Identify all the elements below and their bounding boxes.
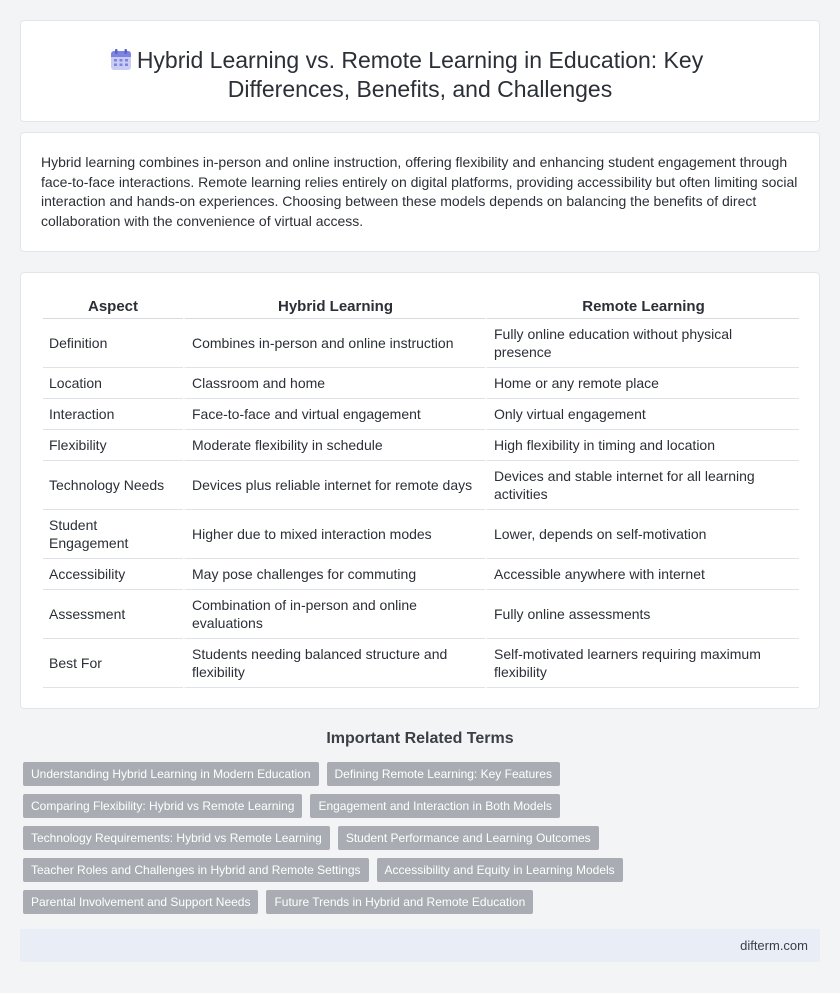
table-cell: Classroom and home <box>183 368 485 399</box>
header-remote: Remote Learning <box>485 297 799 319</box>
table-row <box>43 639 799 688</box>
table-cell: Technology Needs <box>43 461 183 510</box>
tag-row <box>23 858 823 882</box>
intro-card <box>20 132 820 252</box>
table-cell: Lower, depends on self-motivation <box>485 510 799 559</box>
footer-site-link[interactable]: difterm.com <box>740 938 808 953</box>
related-term-tag[interactable]: Engagement and Interaction in Both Models <box>310 794 559 818</box>
table-cell: Fully online education without physical presence <box>485 319 799 368</box>
comparison-table <box>43 297 799 688</box>
related-term-tag[interactable]: Technology Requirements: Hybrid vs Remote Learning <box>23 826 330 850</box>
table-row <box>43 319 799 368</box>
table-row <box>43 461 799 510</box>
related-terms-title: Important Related Terms <box>326 730 514 747</box>
table-row <box>43 399 799 430</box>
table-row <box>43 559 799 590</box>
table-cell: Only virtual engagement <box>485 399 799 430</box>
table-cell: High flexibility in timing and location <box>485 430 799 461</box>
related-term-tag[interactable]: Parental Involvement and Support Needs <box>23 890 258 914</box>
table-cell: Location <box>43 368 183 399</box>
related-term-tag[interactable]: Student Performance and Learning Outcomes <box>338 826 599 850</box>
table-row <box>43 430 799 461</box>
table-row <box>43 510 799 559</box>
table-cell: Assessment <box>43 590 183 639</box>
header-card <box>20 20 820 122</box>
table-cell: Combines in-person and online instruction <box>183 319 485 368</box>
tag-row <box>23 890 823 914</box>
table-cell: May pose challenges for commuting <box>183 559 485 590</box>
related-term-tag[interactable]: Defining Remote Learning: Key Features <box>327 762 560 786</box>
table-cell: Best For <box>43 639 183 688</box>
table-cell: Accessible anywhere with internet <box>485 559 799 590</box>
related-term-tag[interactable]: Teacher Roles and Challenges in Hybrid and Remote Settings <box>23 858 369 882</box>
table-cell: Higher due to mixed interaction modes <box>183 510 485 559</box>
related-term-tag[interactable]: Accessibility and Equity in Learning Models <box>377 858 623 882</box>
footer <box>20 929 820 962</box>
table-cell: Definition <box>43 319 183 368</box>
table-cell: Devices plus reliable internet for remote days <box>183 461 485 510</box>
table-cell: Home or any remote place <box>485 368 799 399</box>
table-cell: Face-to-face and virtual engagement <box>183 399 485 430</box>
tag-row <box>23 762 823 786</box>
table-cell: Interaction <box>43 399 183 430</box>
table-cell: Self-motivated learners requiring maximum flexibility <box>485 639 799 688</box>
header-hybrid: Hybrid Learning <box>183 297 485 319</box>
related-terms-list <box>23 762 823 922</box>
related-term-tag[interactable]: Comparing Flexibility: Hybrid vs Remote Learning <box>23 794 302 818</box>
header-aspect: Aspect <box>43 297 183 319</box>
tag-row <box>23 794 823 818</box>
table-cell: Accessibility <box>43 559 183 590</box>
related-term-tag[interactable]: Understanding Hybrid Learning in Modern Education <box>23 762 319 786</box>
table-cell: Students needing balanced structure and flexibility <box>183 639 485 688</box>
table-row <box>43 368 799 399</box>
page-title: Hybrid Learning vs. Remote Learning in Education: Key Differences, Benefits, and Challenges <box>136 47 704 102</box>
comparison-table-card <box>20 272 820 709</box>
tag-row <box>23 826 823 850</box>
table-cell: Combination of in-person and online evaluations <box>183 590 485 639</box>
intro-paragraph: Hybrid learning combines in-person and online instruction, offering flexibility and enhancing student engagement through face-to-face interactions. Remote learning relies entirely on digital platforms, providing accessibility but often limiting social interaction and hands-on experiences. Choosing between these models depends on balancing the benefits of direct collaboration with the convenience of virtual access. <box>41 154 798 229</box>
table-cell: Moderate flexibility in schedule <box>183 430 485 461</box>
table-cell: Student Engagement <box>43 510 183 559</box>
table-cell: Flexibility <box>43 430 183 461</box>
table-cell: Fully online assessments <box>485 590 799 639</box>
related-term-tag[interactable]: Future Trends in Hybrid and Remote Education <box>266 890 533 914</box>
table-cell: Devices and stable internet for all learning activities <box>485 461 799 510</box>
table-header-row <box>43 297 799 319</box>
table-row <box>43 590 799 639</box>
